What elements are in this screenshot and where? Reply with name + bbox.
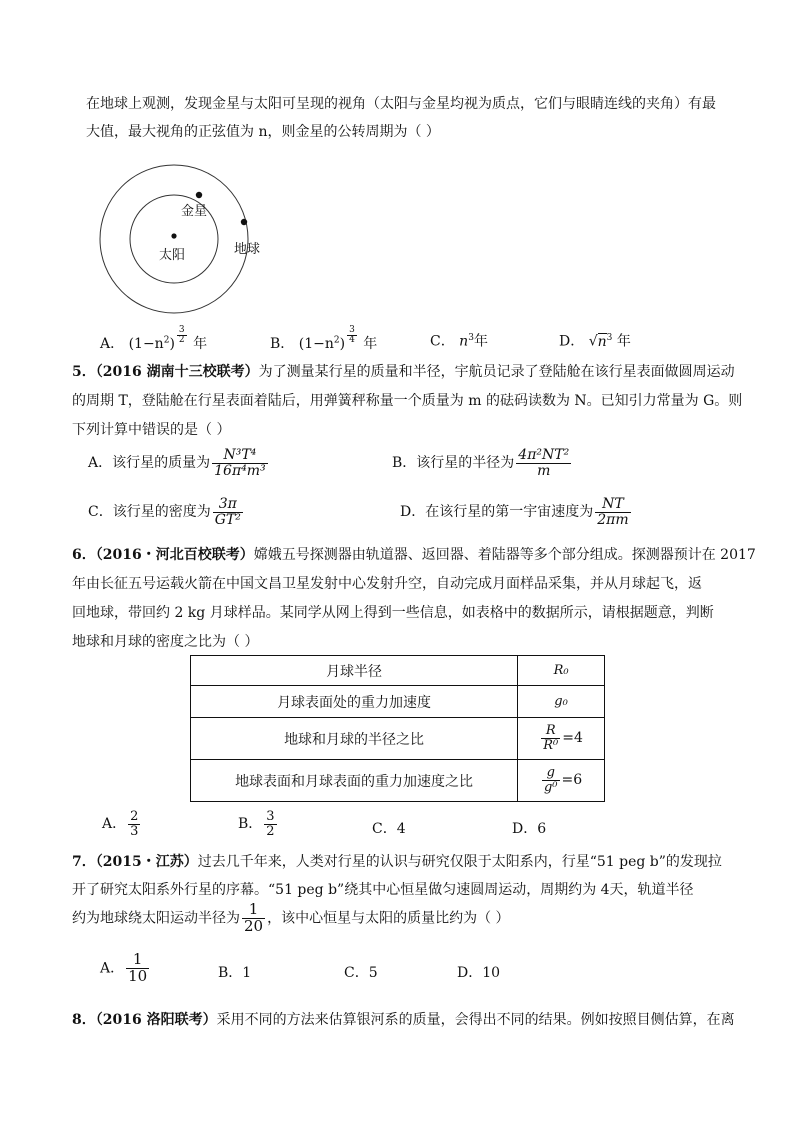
venus-dot	[196, 192, 202, 198]
table-cell: 月球表面处的重力加速度	[191, 686, 518, 718]
q6-option-c[interactable]: C．4	[372, 821, 406, 837]
q4-orbit-figure	[95, 160, 265, 320]
question-source: （2016・河北百校联考）	[95, 547, 254, 563]
fraction: $\frac{1}{20}$	[244, 900, 264, 935]
sun-dot	[171, 233, 176, 238]
earth-label: 地球	[234, 242, 261, 257]
fraction: $\frac{2}{3}$	[130, 809, 139, 839]
q7-option-c[interactable]: C．5	[344, 965, 378, 981]
table-cell: 地球和月球的半径之比	[191, 718, 518, 760]
q4-option-c[interactable]: C． $n^3$年	[430, 333, 488, 350]
q5-option-a[interactable]: A．该行星的质量为 $\frac{\text{N³T⁴}}{\text{16π⁴m³}}$	[88, 447, 266, 479]
q7-option-d[interactable]: D．10	[457, 965, 501, 981]
question-source: （2015・江苏）	[95, 854, 198, 870]
fraction: $\frac{\text{4π²NT²}}{m}$	[518, 447, 570, 479]
fraction: $\frac{1}{10}$	[128, 950, 148, 985]
question-number: 7．	[72, 854, 96, 870]
fraction: $\frac{3\pi}{\text{GT²}}$	[214, 496, 241, 528]
q8-line1: 8．（2016 洛阳联考）采用不同的方法来估算银河系的质量，会得出不同的结果。例如按照目侧估算，在离	[72, 1012, 735, 1028]
fraction: $\frac{3}{2}$	[266, 809, 275, 839]
table-cell: 月球半径	[191, 656, 518, 686]
table-cell: R₀	[518, 656, 605, 686]
q7-line2: 开了研究太阳系外行星的序幕。“51 peg b”绕其中心恒星做匀速圆周运动，周期约为 4天，轨道半径	[72, 882, 694, 898]
table-row	[191, 718, 605, 760]
table-cell: $\frac{R}{\text{R⁰}}$ =4	[518, 718, 605, 760]
sqrt-sign: √	[588, 333, 598, 350]
table-row	[191, 760, 605, 802]
q6-line2: 年由长征五号运载火箭在中国文昌卫星发射中心发射升空，自动完成月面样品采集，并从月球起飞，返	[72, 576, 702, 592]
question-number: 6．	[72, 547, 96, 563]
q7-line1: 7．（2015・江苏）过去几千年来，人类对行星的认识与研究仅限于太阳系内，行星“51 peg b”的发现拉	[72, 854, 722, 870]
q7-line3: 约为地球绕太阳运动半径为 $\frac{1}{20}$ ，该中心恒星与太阳的质量比约为（ ）	[72, 900, 510, 935]
q4-option-d[interactable]: D． $√n^3$ 年	[559, 333, 631, 350]
table-cell: 地球表面和月球表面的重力加速度之比	[191, 760, 518, 802]
q5-option-b[interactable]: B．该行星的半径为 $\frac{\text{4π²NT²}}{m}$	[392, 447, 570, 479]
fraction: $\frac{\text{N³T⁴}}{\text{16π⁴m³}}$	[214, 447, 266, 479]
q7-option-b[interactable]: B．1	[218, 965, 252, 981]
question-source: （2016 湖南十三校联考）	[95, 364, 259, 380]
table-cell: g₀	[518, 686, 605, 718]
fraction: $\frac{R}{\text{R⁰}}$	[543, 723, 559, 753]
q6-line1: 6．（2016・河北百校联考）嫦娥五号探测器由轨道器、返回器、着陆器等多个部分组成。探测器预计在 2017	[72, 547, 756, 563]
option-key: A．	[100, 336, 125, 353]
table-row	[191, 686, 605, 718]
venus-label: 金星	[181, 204, 208, 219]
q4-option-b[interactable]: B． $(1-n^2)$ $\frac{3}{4}$ 年	[270, 325, 378, 353]
q6-line4: 地球和月球的密度之比为（ ）	[72, 634, 259, 650]
q4-text-line1: 在地球上观测，发现金星与太阳可呈现的视角（太阳与金星均视为质点，它们与眼睛连线的夹角）有最	[86, 96, 716, 112]
q5-option-d[interactable]: D．在该行星的第一宇宙速度为 $\frac{NT}{2\pi m}$	[400, 496, 629, 528]
q5-line1: 5．（2016 湖南十三校联考）为了测量某行星的质量和半径，宇航员记录了登陆舱在该行星表面做圆周运动	[72, 364, 735, 380]
q6-data-table	[190, 655, 605, 802]
q5-option-c[interactable]: C．该行星的密度为 $\frac{3\pi}{\text{GT²}}$	[88, 496, 241, 528]
table-cell: $\frac{g}{\text{g⁰}}$ =6	[518, 760, 605, 802]
fraction: $\frac{NT}{2\pi m}$	[597, 496, 629, 528]
earth-dot	[241, 219, 247, 225]
exponent-fraction: $\frac{3}{4}$	[349, 325, 355, 346]
q6-option-b[interactable]: B． $\frac{3}{2}$	[238, 809, 275, 839]
question-number: 8．	[72, 1012, 96, 1028]
q6-option-a[interactable]: A． $\frac{2}{3}$	[102, 809, 139, 839]
q7-option-a[interactable]: A． $\frac{1}{10}$	[100, 950, 148, 985]
q5-line2: 的周期 T，登陆舱在行星表面着陆后，用弹簧秤称量一个质量为 m 的砝码读数为 N。已知引力常量为 G。则	[72, 393, 743, 409]
exponent-fraction: $\frac{3}{2}$	[178, 325, 185, 346]
q4-text-line2: 大值，最大视角的正弦值为 n，则金星的公转周期为（ ）	[86, 124, 440, 140]
question-number: 5．	[72, 364, 96, 380]
sun-label: 太阳	[159, 248, 186, 263]
q4-option-a[interactable]: A． $(1-n^2)$ $\frac{3}{2}$ 年	[100, 325, 208, 353]
q5-line3: 下列计算中错误的是（ ）	[72, 422, 231, 438]
question-source: （2016 洛阳联考）	[95, 1012, 217, 1028]
q6-line3: 回地球，带回约 2 kg 月球样品。某同学从网上得到一些信息，如表格中的数据所示，请根据题意，判断	[72, 605, 714, 621]
earth-orbit	[100, 165, 248, 313]
table-row	[191, 656, 605, 686]
fraction: $\frac{g}{\text{g⁰}}$	[543, 765, 558, 795]
q6-option-d[interactable]: D．6	[512, 821, 547, 837]
